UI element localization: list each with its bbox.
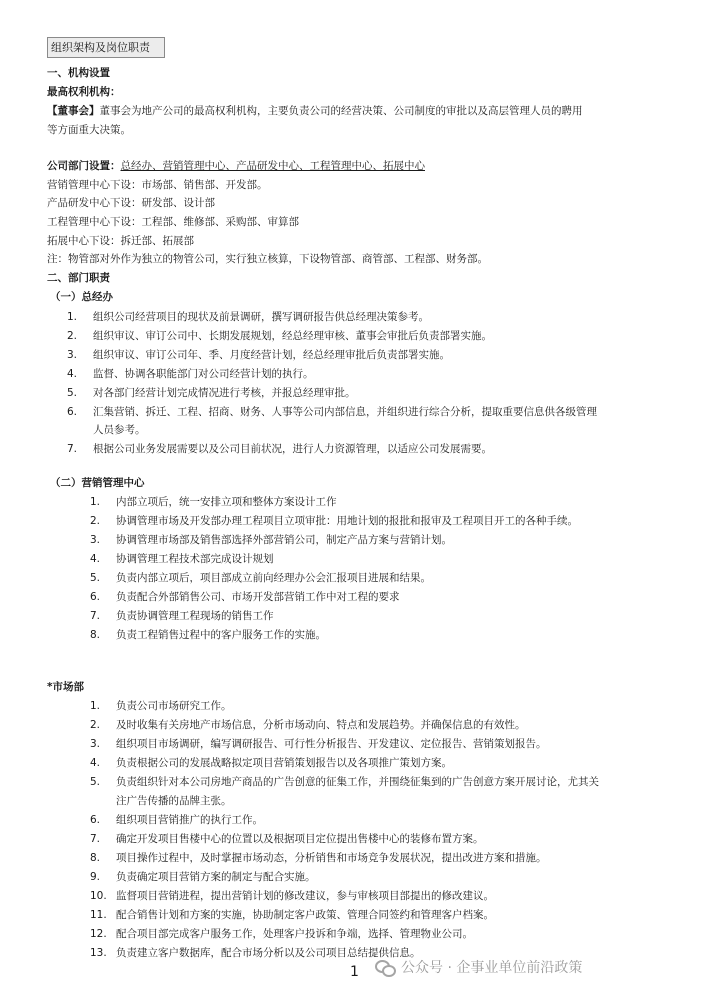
list-item: 8. 项目操作过程中，及时掌握市场动态，分析销售和市场竞争发展状况，提出改进方案和措施。 — [90, 852, 547, 864]
document-title-box — [47, 37, 165, 58]
dept-line: 营销管理中心下设：市场部、销售部、开发部。 — [47, 179, 268, 191]
dept-setup-value: 总经办、营销管理中心、产品研发中心、工程管理中心、拓展中心 — [120, 160, 425, 172]
list-item: 1. 负责公司市场研究工作。 — [90, 700, 232, 712]
list-item: 13. 负责建立客户数据库，配合市场分析以及公司项目总结提供信息。 — [90, 947, 421, 959]
list-item: 5. 负责内部立项后，项目部成立前向经理办公会汇报项目进展和结果。 — [90, 572, 431, 584]
dept-setup-label: 公司部门设置： — [47, 160, 121, 172]
list-item-continuation: 注广告传播的品牌主张。 — [116, 795, 232, 807]
section-heading-duties: 二、部门职责 — [47, 272, 110, 284]
highest-authority-label: 最高权利机构： — [47, 86, 121, 98]
list-item: 6. 组织项目营销推广的执行工作。 — [90, 814, 263, 826]
board-text-line-2: 等方面重大决策。 — [47, 124, 131, 136]
list-item: 4. 协调管理工程技术部完成设计规划 — [90, 553, 274, 565]
list-item: 6. 负责配合外部销售公司、市场开发部营销工作中对工程的要求 — [90, 591, 400, 603]
list-item: 4. 负责根据公司的发展战略拟定项目营销策划报告以及各项推广策划方案。 — [90, 757, 452, 769]
board-label: 【董事会】 — [47, 105, 100, 117]
watermark-text: 公众号 · 企事业单位前沿政策 — [401, 960, 583, 976]
dept-setup-line — [47, 160, 425, 173]
list-item: 2. 协调管理市场及开发部办理工程项目立项审批：用地计划的报批和报审及工程项目开工的各种手续。 — [90, 515, 578, 527]
list-item: 1. 内部立项后，统一安排立项和整体方案设计工作 — [90, 496, 337, 508]
list-item: 7. 根据公司业务发展需要以及公司目前状况，进行人力资源管理，以适应公司发展需要。 — [67, 443, 492, 455]
watermark — [375, 960, 582, 984]
document-title: 组织架构及岗位职责 — [51, 41, 150, 54]
list-item: 8. 负责工程销售过程中的客户服务工作的实施。 — [90, 629, 326, 641]
list-item: 11. 配合销售计划和方案的实施，协助制定客户政策、管理合同签约和管理客户档案。 — [90, 909, 494, 921]
board-text-line-1: 董事会为地产公司的最高权利机构，主要负责公司的经营决策、公司制度的审批以及高层管理人员的聘用 — [99, 105, 583, 117]
board-paragraph — [47, 105, 583, 118]
dept-line: 产品研发中心下设：研发部、设计部 — [47, 197, 215, 209]
list-item: 7. 确定开发项目售楼中心的位置以及根据项目定位提出售楼中心的装修布置方案。 — [90, 833, 484, 845]
section-heading-structure: 一、机构设置 — [47, 67, 110, 79]
list-item: 3. 组织审议、审订公司年、季、月度经营计划，经总经理审批后负责部署实施。 — [67, 349, 450, 361]
page-number: 1 — [350, 964, 359, 980]
list-item: 7. 负责协调管理工程现场的销售工作 — [90, 610, 274, 622]
list-item: 5. 负责组织针对本公司房地产商品的广告创意的征集工作，并围绕征集到的广告创意方案开展讨论，尤其关 — [90, 776, 599, 788]
dept-note-line: 注：物管部对外作为独立的物管公司，实行独立核算，下设物管部、商管部、工程部、财务部。 — [47, 253, 488, 265]
dept-line: 拓展中心下设：拆迁部、拓展部 — [47, 235, 194, 247]
list-item: 12. 配合项目部完成客户服务工作，处理客户投诉和争端，选择、管理物业公司。 — [90, 928, 473, 940]
list-item: 4. 监督、协调各职能部门对公司经营计划的执行。 — [67, 368, 314, 380]
wechat-icon — [375, 960, 397, 976]
list-item: 10. 监督项目营销进程，提出营销计划的修改建议，参与审核项目部提出的修改建议。 — [90, 890, 494, 902]
list-item: 3. 协调管理市场部及销售部选择外部营销公司，制定产品方案与营销计划。 — [90, 534, 452, 546]
list-item: 2. 组织审议、审订公司中、长期发展规划，经总经理审核、董事会审批后负责部署实施。 — [67, 330, 492, 342]
subsection-heading-gm-office: （一）总经办 — [50, 291, 113, 303]
dept-line: 工程管理中心下设：工程部、维修部、采购部、审算部 — [47, 216, 299, 228]
subsection-heading-market-dept: *市场部 — [47, 681, 84, 693]
list-item: 1. 组织公司经营项目的现状及前景调研，撰写调研报告供总经理决策参考。 — [67, 311, 429, 323]
list-item: 5. 对各部门经营计划完成情况进行考核，并报总经理审批。 — [67, 387, 356, 399]
list-item: 6. 汇集营销、拆迁、工程、招商、财务、人事等公司内部信息，并组织进行综合分析，提取重要信息供各级管理 — [67, 406, 597, 418]
list-item: 2. 及时收集有关房地产市场信息，分析市场动向、特点和发展趋势。并确保信息的有效性。 — [90, 719, 526, 731]
list-item: 9. 负责确定项目营销方案的制定与配合实施。 — [90, 871, 316, 883]
list-item-continuation: 人员参考。 — [93, 424, 146, 436]
list-item: 3. 组织项目市场调研，编写调研报告、可行性分析报告、开发建议、定位报告、营销策划报告。 — [90, 738, 547, 750]
subsection-heading-marketing: （二）营销管理中心 — [50, 477, 145, 489]
